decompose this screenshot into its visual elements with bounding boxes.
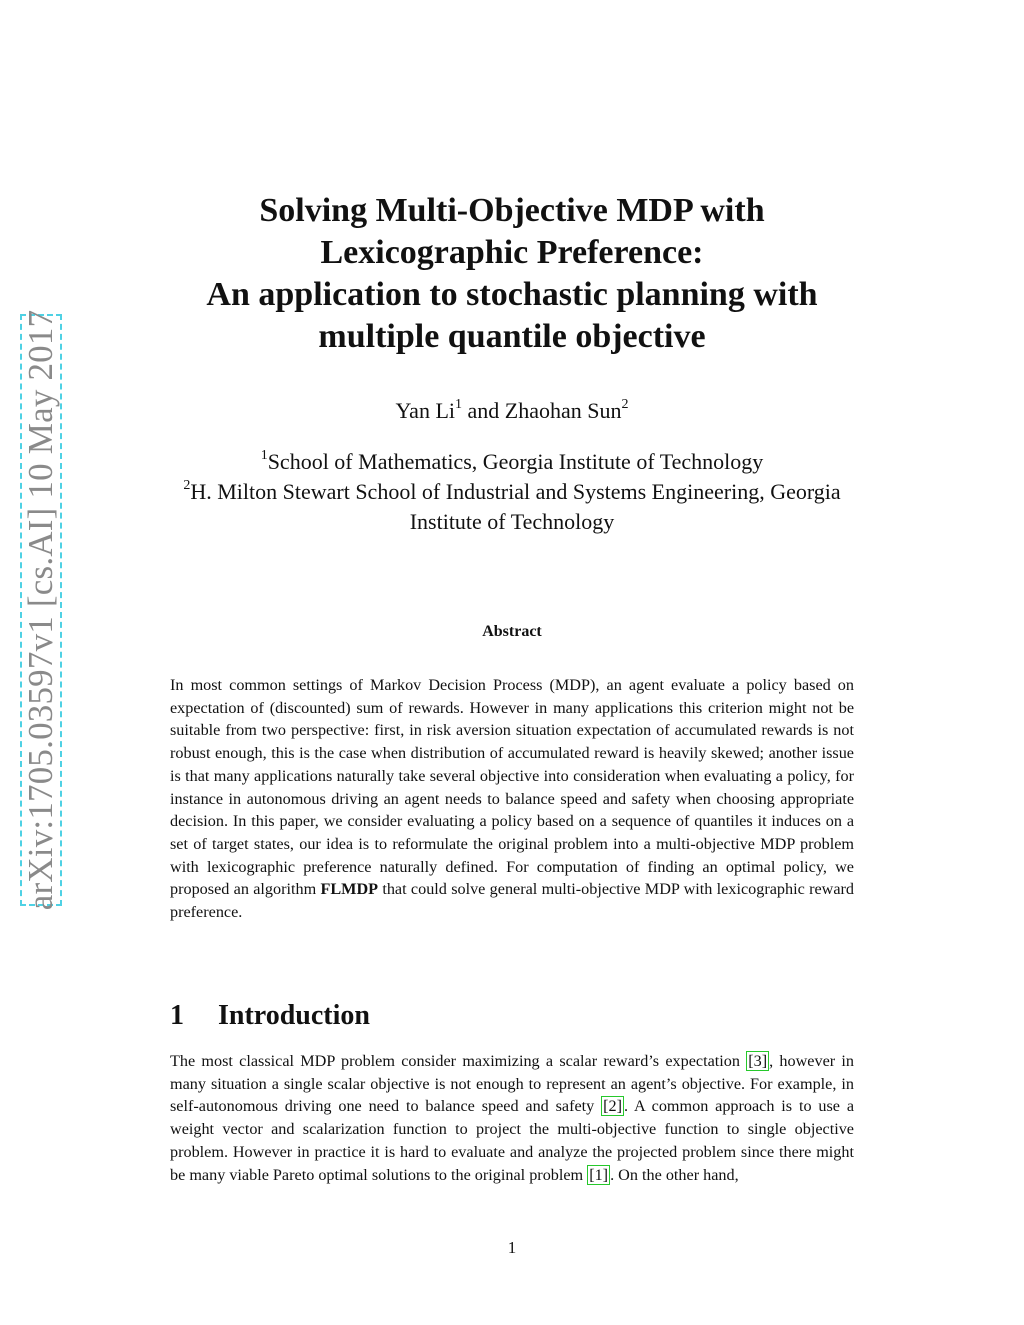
affiliations: [100, 447, 924, 537]
author-conjunction: and: [467, 398, 500, 423]
affiliation-2-continued: Institute of Technology: [409, 509, 615, 534]
affiliation-mark: 2: [183, 477, 191, 493]
citation-link[interactable]: [1]: [589, 1165, 609, 1184]
paper-title: [100, 190, 924, 358]
section-number: 1: [170, 1000, 184, 1031]
page-number: 1: [507, 1238, 517, 1257]
affiliation-text: School of Mathematics, Georgia Institute of Technology: [267, 449, 764, 474]
arxiv-stamp: [20, 309, 62, 911]
arxiv-identifier: arXiv:1705.03597v1 [cs.AI] 10 May 2017: [21, 309, 60, 911]
abstract-text: [170, 674, 854, 924]
paragraph-text: , however in many situation a single scalar objective is not enough to represent an agent’s objective. For example, in self-autonomous driving one need to balance speed and safety: [170, 1052, 855, 1116]
section-heading: [170, 998, 854, 1034]
algorithm-name: FLMDP: [320, 880, 379, 899]
title-line: An application to stochastic planning with: [206, 276, 818, 313]
citation-link[interactable]: [2]: [603, 1097, 622, 1116]
author-name: Yan Li: [395, 398, 456, 423]
section-title: Introduction: [218, 1000, 370, 1031]
affiliation-1: [100, 447, 924, 477]
abstract-text-part: that could solve general multi-objective MDP with lexicographic reward preference.: [170, 880, 855, 922]
paragraph-text: . A common approach is to use a weight vector and scalarization function to project the multi-objective function to single objective problem. However in practice it is hard to evaluate and analyze the projected problem since there might be many viable Pareto optimal solutions to the original problem: [170, 1097, 855, 1184]
citation-link[interactable]: [3]: [748, 1052, 768, 1070]
paragraph-text: . On the other hand,: [610, 1165, 739, 1184]
introduction-paragraph: [170, 1050, 854, 1186]
title-line: Solving Multi-Objective MDP with: [259, 192, 765, 229]
author-list: [100, 396, 924, 426]
author-name: Zhaohan Sun: [504, 398, 622, 423]
affiliation-mark: 1: [260, 447, 268, 463]
title-line: multiple quantile objective: [318, 318, 706, 355]
paragraph-text: The most classical MDP problem consider maximizing a scalar reward’s expectation: [170, 1052, 740, 1070]
affiliation-2: [100, 477, 924, 507]
affiliation-text: H. Milton Stewart School of Industrial and Systems Engineering, Georgia: [190, 479, 841, 504]
author-affiliation-mark: 2: [621, 396, 629, 412]
abstract-heading: Abstract: [482, 623, 542, 640]
abstract-text-part: In most common settings of Markov Decision Process (MDP), an agent evaluate a policy based on expectation of (discounted) sum of rewards. However in many applications this criterion might not be suitable from two perspective: first, in risk aversion situation expectation of accumulated rewards is not robust enough, this is the case when distribution of accumulated reward is heavily skewed; another issue is that many applications naturally take several objective into consideration when evaluating a policy, for instance in autonomous driving an agent needs to balance speed and safety when choosing appropriate decision. In this paper, we consider evaluating a policy based on a sequence of quantiles it induces on a set of target states, our idea is to reformulate the original problem into a multi-objective MDP problem with lexicographic preference naturally defined. For computation of finding an optimal policy, we proposed an algorithm: [170, 676, 854, 899]
title-line: Lexicographic Preference:: [320, 234, 704, 271]
author-affiliation-mark: 1: [455, 396, 463, 412]
